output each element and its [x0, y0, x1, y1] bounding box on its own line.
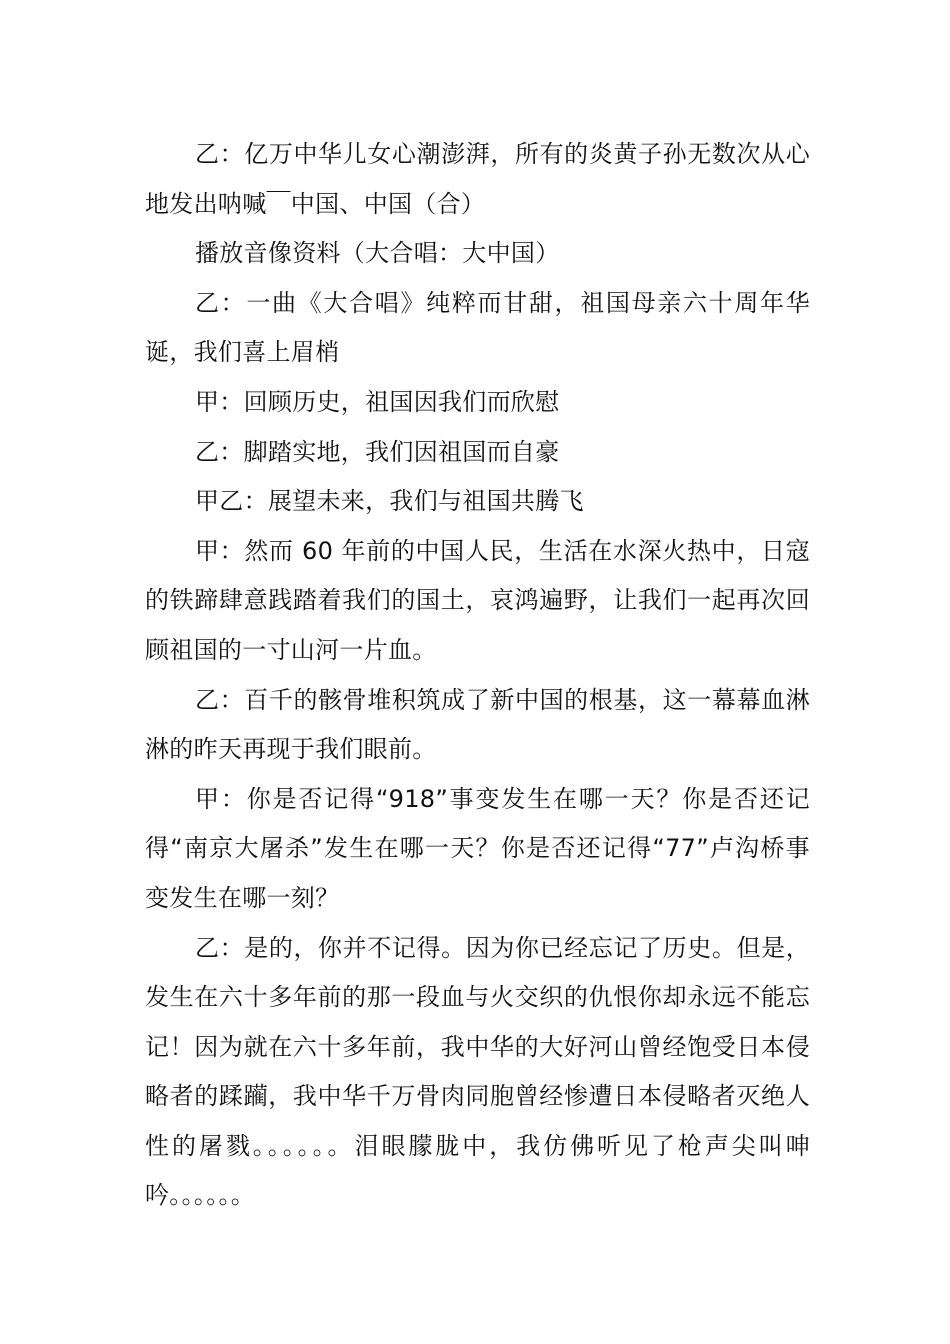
paragraph-8: 乙：百千的骸骨堆积筑成了新中国的根基，这一幕幕血淋淋的昨天再现于我们眼前。: [145, 685, 810, 764]
paragraph-6: 甲乙：展望未来，我们与祖国共腾飞: [195, 487, 584, 516]
paragraph-10: 乙：是的，你并不记得。因为你已经忘记了历史。但是，发生在六十多年前的那一段血与火交织的仇恨你却永远不能忘记！因为就在六十多年前，我中华的大好河山曾经饱受日本侵略者的蹂躏，我中华千万骨肉同胞曾经惨遭日本侵略者灭绝人性的屠戮。。。。。。泪眼朦胧中，我仿佛听见了枪声尖叫呻吟。。。。。。: [145, 933, 810, 1210]
paragraph-3: 乙：一曲《大合唱》纯粹而甘甜，祖国母亲六十周年华诞，我们喜上眉梢: [145, 288, 810, 367]
paragraph-2: 播放音像资料（大合唱：大中国）: [195, 239, 560, 268]
paragraph-5: 乙：脚踏实地，我们因祖国而自豪: [195, 437, 560, 466]
paragraph-7: 甲：然而 60 年前的中国人民，生活在水深火热中，日寇的铁蹄肆意践踏着我们的国土，哀鸿遍野，让我们一起再次回顾祖国的一寸山河一片血。: [145, 536, 810, 664]
paragraph-9: 甲：你是否记得“918”事变发生在哪一天？你是否还记得“南京大屠杀”发生在哪一天？你是否还记得“77”卢沟桥事变发生在哪一刻？: [145, 784, 810, 912]
document-body: [145, 130, 810, 1221]
paragraph-1: 乙：亿万中华儿女心潮澎湃，所有的炎黄子孙无数次从心地发出呐喊￣中国、中国（合）: [145, 140, 810, 218]
paragraph-4: 甲：回顾历史，祖国因我们而欣慰: [195, 387, 560, 416]
